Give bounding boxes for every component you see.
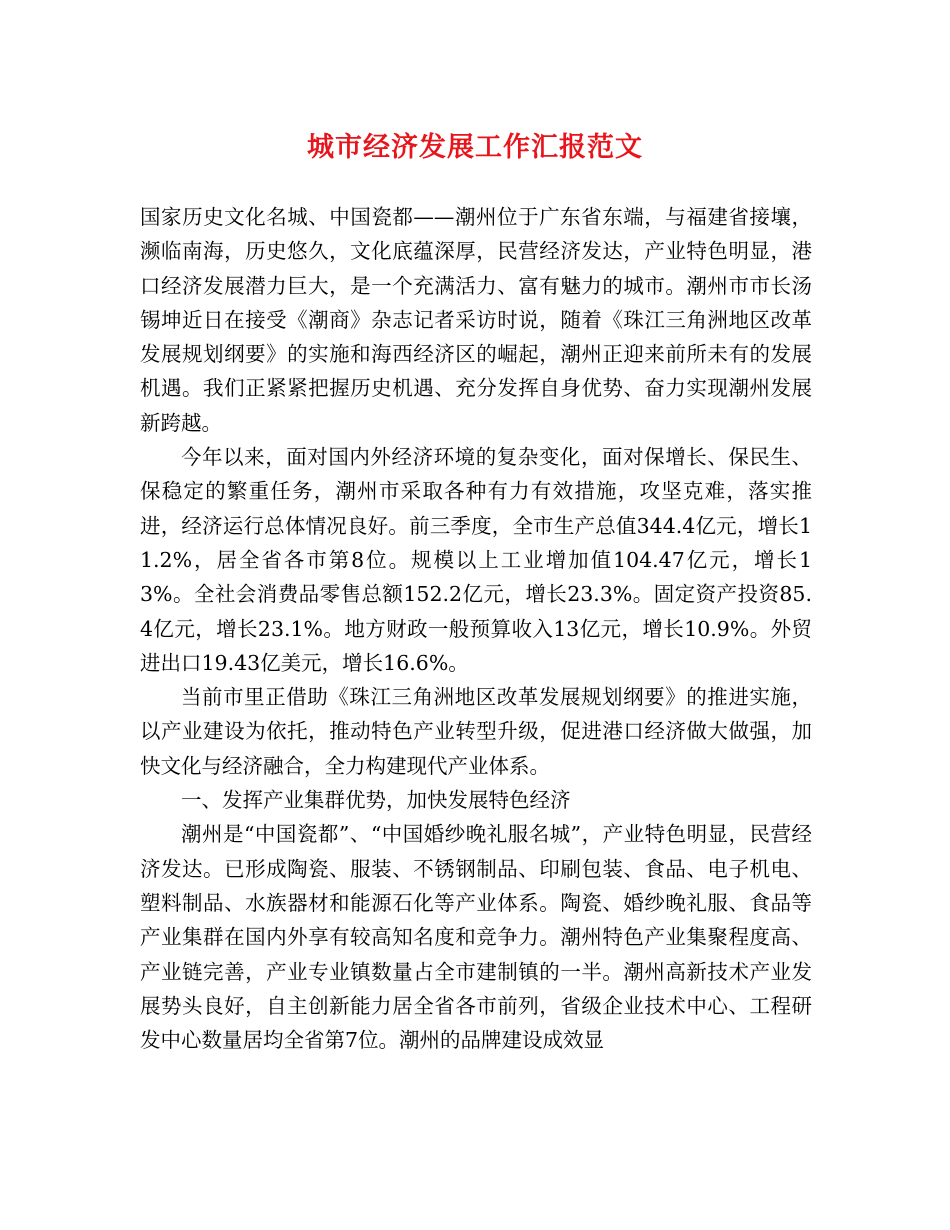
paragraph-economy-stats: 今年以来，面对国内外经济环境的复杂变化，面对保增长、保民生、保稳定的繁重任务，潮州市采取各种有力有效措施，攻坚克难，落实推进，经济运行总体情况良好。前三季度，全市生产总值344.4亿元，增长11.2%，居全省各市第8位。规模以上工业增加值104.47亿元，增长13%。全社会消费品零售总额152.2亿元，增长23.3%。固定资产投资85.4亿元，增长23.1%。地方财政一般预算收入13亿元，增长10.9%。外贸进出口19.43亿美元，增长16.6%。 — [140, 445, 812, 675]
paragraph-industry: 潮州是“中国瓷都”、“中国婚纱晚礼服名城”，产业特色明显，民营经济发达。已形成陶瓷、服装、不锈钢制品、印刷包装、食品、电子机电、塑料制品、水族器材和能源石化等产业体系。陶瓷、婚纱晚礼服、食品等产业集群在国内外享有较高知名度和竞争力。潮州特色产业集聚程度高、产业链完善，产业专业镇数量占全市建制镇的一半。潮州高新技术产业发展势头良好，自主创新能力居全省各市前列，省级企业技术中心、工程研发中心数量居均全省第7位。潮州的品牌建设成效显 — [140, 822, 812, 1053]
document-body — [140, 200, 812, 1057]
paragraph-intro: 国家历史文化名城、中国瓷都——潮州位于广东省东端，与福建省接壤，濒临南海，历史悠久，文化底蕴深厚，民营经济发达，产业特色明显，港口经济发展潜力巨大，是一个充满活力、富有魅力的城市。潮州市市长汤锡坤近日在接受《潮商》杂志记者采访时说，随着《珠江三角洲地区改革发展规划纲要》的实施和海西经济区的崛起，潮州正迎来前所未有的发展机遇。我们正紧紧把握历史机遇、充分发挥自身优势、奋力实现潮州发展新跨越。 — [140, 205, 812, 435]
section-heading-1: 一、发挥产业集群优势，加快发展特色经济 — [181, 788, 571, 813]
paragraph-current-plan: 当前市里正借助《珠江三角洲地区改革发展规划纲要》的推进实施，以产业建设为依托，推动特色产业转型升级，促进港口经济做大做强，加快文化与经济融合，全力构建现代产业体系。 — [140, 685, 812, 778]
document-title: 城市经济发展工作汇报范文 — [307, 132, 643, 163]
